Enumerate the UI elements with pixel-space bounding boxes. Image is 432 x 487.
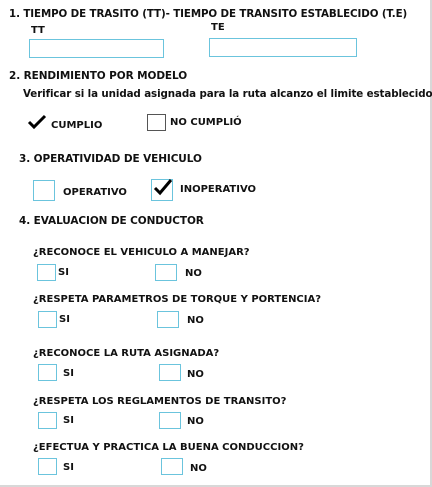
- question-5: ¿EFECTUA Y PRACTICA LA BUENA CONDUCCION?: [33, 442, 304, 453]
- question-4: ¿RESPETA LOS REGLAMENTOS DE TRANSITO?: [33, 396, 287, 407]
- q1-no-checkbox[interactable]: [155, 264, 177, 281]
- section-2-subtitle: Verificar si la unidad asignada para la ruta alcanzo el limite establecido: [23, 88, 432, 100]
- q2-no-label: NO: [187, 315, 204, 326]
- question-1: ¿RECONOCE EL VEHICULO A MANEJAR?: [33, 247, 250, 258]
- cumplio-label: CUMPLIO: [51, 120, 103, 131]
- no-cumplio-label: NO CUMPLIÓ: [170, 117, 242, 128]
- q2-si-label: SI: [59, 314, 70, 325]
- operativo-label: OPERATIVO: [63, 187, 127, 198]
- checkmark-icon: [27, 114, 47, 130]
- tt-label: TT: [31, 25, 45, 36]
- q1-si-checkbox[interactable]: [37, 264, 56, 281]
- q5-si-label: SI: [63, 462, 74, 473]
- q5-no-label: NO: [190, 463, 207, 474]
- q4-si-checkbox[interactable]: [38, 412, 57, 429]
- inoperativo-checkbox[interactable]: [151, 179, 173, 201]
- q5-no-checkbox[interactable]: [161, 458, 183, 475]
- question-2: ¿RESPETA PARAMETROS DE TORQUE Y PORTENCIA?: [33, 294, 322, 305]
- te-label: TE: [211, 22, 225, 33]
- q3-si-label: SI: [63, 368, 74, 379]
- q3-no-checkbox[interactable]: [159, 364, 181, 381]
- no-cumplio-checkbox[interactable]: [147, 114, 166, 131]
- section-4-title: 4. EVALUACION DE CONDUCTOR: [19, 215, 204, 227]
- q2-si-checkbox[interactable]: [38, 311, 57, 328]
- te-input[interactable]: [209, 38, 357, 57]
- q2-no-checkbox[interactable]: [157, 311, 179, 328]
- section-2-title: 2. RENDIMIENTO POR MODELO: [9, 70, 188, 82]
- question-3: ¿RECONOCE LA RUTA ASIGNADA?: [33, 348, 220, 359]
- section-3-title: 3. OPERATIVIDAD DE VEHICULO: [19, 153, 202, 165]
- q1-no-label: NO: [185, 268, 202, 279]
- q4-no-checkbox[interactable]: [159, 412, 181, 429]
- inoperativo-label: INOPERATIVO: [180, 184, 257, 195]
- q3-no-label: NO: [187, 369, 204, 380]
- q5-si-checkbox[interactable]: [38, 458, 57, 475]
- q4-si-label: SI: [63, 415, 74, 426]
- q3-si-checkbox[interactable]: [38, 364, 57, 381]
- q4-no-label: NO: [187, 416, 204, 427]
- section-1-title: 1. TIEMPO DE TRASITO (TT)- TIEMPO DE TRANSITO ESTABLECIDO (T.E): [9, 8, 408, 20]
- q1-si-label: SI: [58, 267, 69, 278]
- checkmark-icon: [153, 177, 173, 197]
- operativo-checkbox[interactable]: [33, 180, 55, 201]
- tt-input[interactable]: [29, 39, 164, 58]
